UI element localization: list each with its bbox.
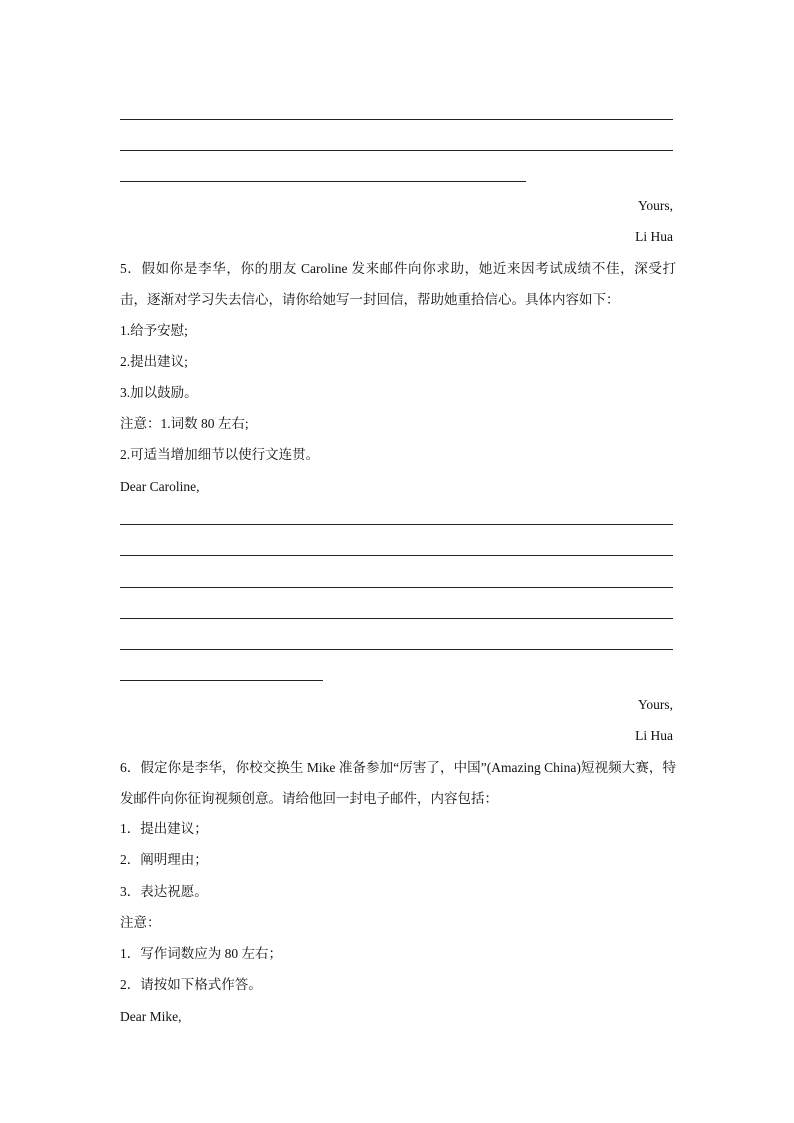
q5-item-1: 1.给予安慰;	[120, 323, 188, 338]
answer-line	[120, 524, 673, 525]
answer-line	[120, 555, 673, 556]
q5-note-2: 2.可适当增加细节以使行文连贯。	[120, 447, 320, 462]
answer-line	[120, 150, 673, 151]
q5-closing-yours: Yours,	[637, 697, 673, 712]
q6-item-3: 3．表达祝愿。	[120, 884, 208, 899]
q6-note-2: 2．请按如下格式作答。	[120, 977, 262, 992]
q5-signature: Li Hua	[635, 728, 673, 743]
answer-line	[120, 649, 673, 650]
q6-note-1: 1．写作词数应为 80 左右；	[120, 946, 282, 961]
q6-salutation: Dear Mike,	[120, 1009, 182, 1024]
q5-salutation: Dear Caroline,	[120, 479, 200, 494]
q6-note-label: 注意：	[120, 915, 161, 930]
q5-item-2: 2.提出建议;	[120, 354, 188, 369]
question-6-prompt: 6．假定你是李华，你校交换生 Mike 准备参加“厉害了，中国”(Amazing China)短视频大赛，特发邮件向你征询视频创意。请给他回一封电子邮件，内容包括：	[120, 760, 676, 806]
answer-line	[120, 181, 526, 182]
answer-line	[120, 587, 673, 588]
q5-item-3: 3.加以鼓励。	[120, 385, 198, 400]
q6-item-2: 2．阐明理由；	[120, 852, 208, 867]
q5-note-1: 注意：1.词数 80 左右;	[120, 416, 249, 431]
closing-yours: Yours,	[637, 198, 673, 213]
signature: Li Hua	[635, 229, 673, 244]
answer-line	[120, 680, 323, 681]
answer-line	[120, 618, 673, 619]
answer-line	[120, 119, 673, 120]
q6-item-1: 1．提出建议；	[120, 821, 208, 836]
question-5-prompt: 5．假如你是李华，你的朋友 Caroline 发来邮件向你求助，她近来因考试成绩不佳，深受打击，逐渐对学习失去信心，请你给她写一封回信，帮助她重拾信心。具体内容如下：	[120, 261, 676, 307]
